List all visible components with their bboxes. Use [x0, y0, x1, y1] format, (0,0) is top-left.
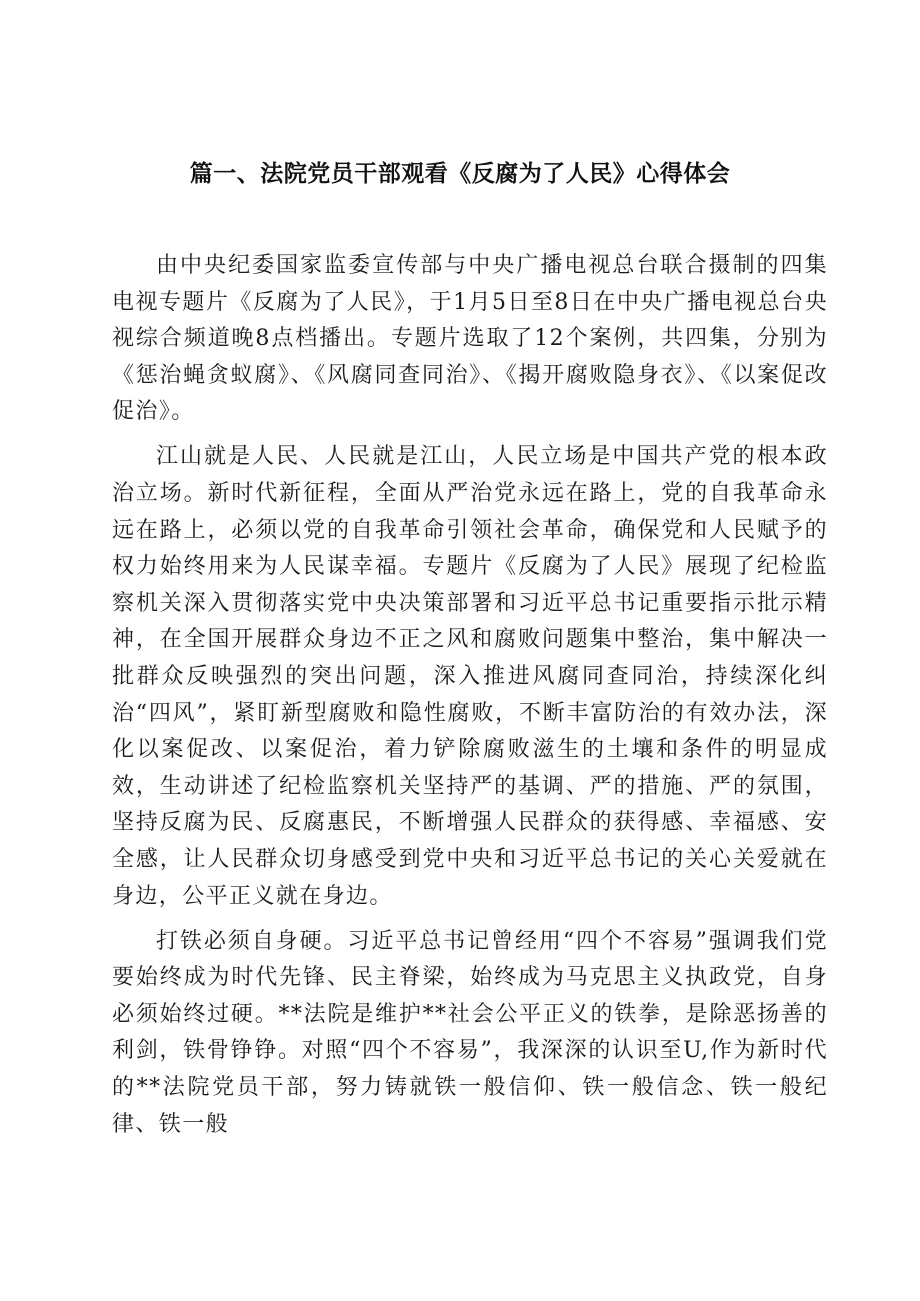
paragraph-3: 打铁必须自身硬。习近平总书记曾经用“四个不容易”强调我们党要始终成为时代先锋、民主脊梁，始终成为马克思主义执政党，自身必须始终过硬。**法院是维护**社会公平正义的铁拳，是除恶扬善的利剑，铁骨铮铮。对照“四个不容易”，我深深的认识至U,作为新时代的**法院党员干部，努力铸就铁一般信仰、铁一般信念、铁一般纪律、铁一般 [112, 928, 828, 1137]
paragraph-2: 江山就是人民、人民就是江山，人民立场是中国共产党的根本政治立场。新时代新征程，全面从严治党永远在路上，党的自我革命永远在路上，必须以党的自我革命引领社会革命，确保党和人民赋予的权力始终用来为人民谋幸福。专题片《反腐为了人民》展现了纪检监察机关深入贯彻落实党中央决策部署和习近平总书记重要指示批示精神，在全国开展群众身边不正之风和腐败问题集中整治，集中解决一批群众反映强烈的突出问题，深入推进风腐同查同治，持续深化纠治“四风”，紧盯新型腐败和隐性腐败，不断丰富防治的有效办法，深化以案促改、以案促治，着力铲除腐败滋生的土壤和条件的明显成效，生动讲述了纪检监察机关坚持严的基调、严的措施、严的氛围，坚持反腐为民、反腐惠民，不断增强人民群众的获得感、幸福感、安全感，让人民群众切身感受到党中央和习近平总书记的关心关爱就在身边，公平正义就在身边。 [112, 444, 828, 909]
document-body [112, 248, 828, 1152]
paragraph-1: 由中央纪委国家监委宣传部与中央广播电视总台联合摄制的四集电视专题片《反腐为了人民》，于1月5日至8日在中央广播电视总台央视综合频道晚8点档播出。专题片选取了12个案例，共四集，分别为《惩治蝇贪蚁腐》、《风腐同查同治》、《揭开腐败隐身衣》、《以案促改促治》。 [112, 253, 828, 425]
document-title: 篇一、法院党员干部观看《反腐为了人民》心得体会 [189, 161, 731, 187]
